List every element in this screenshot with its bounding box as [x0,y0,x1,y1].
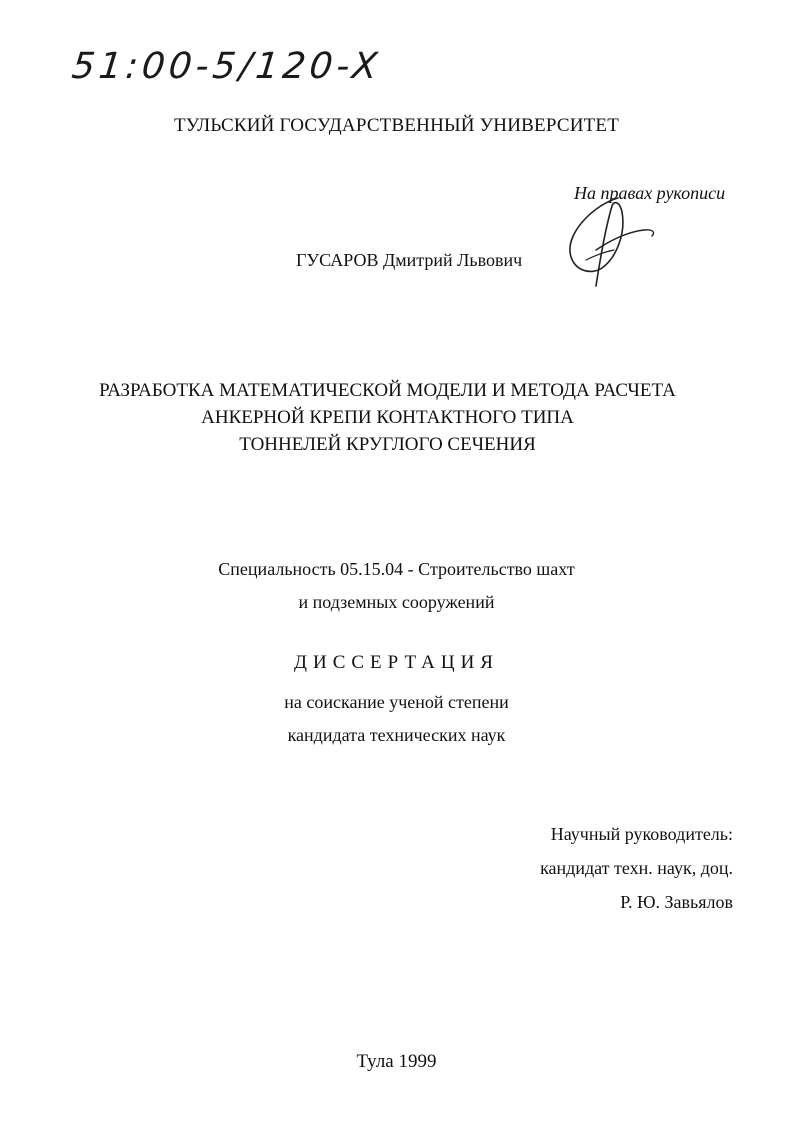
city-year: Тула 1999 [356,1051,437,1072]
title-line-2: АНКЕРНОЙ КРЕПИ КОНТАКТНОГО ТИПА [201,407,574,428]
dissertation-title [0,377,793,458]
advisor-label: Научный руководитель: [550,824,733,844]
manuscript-note: На правах рукописи [574,183,726,203]
specialty [0,553,793,619]
advisor [540,817,733,919]
specialty-line-1: Специальность 05.15.04 - Строительство шахт [218,559,575,579]
degree-line-2: кандидата технических наук [287,725,506,745]
specialty-line-2: и подземных сооружений [298,592,495,612]
degree-line-1: на соискание ученой степени [284,692,509,712]
advisor-name: Р. Ю. Завьялов [620,892,733,912]
document-type: ДИССЕРТАЦИЯ [294,652,499,673]
title-line-3: ТОННЕЛЕЙ КРУГЛОГО СЕЧЕНИЯ [239,434,536,455]
title-line-1: РАЗРАБОТКА МАТЕМАТИЧЕСКОЙ МОДЕЛИ И МЕТОДА РАСЧЕТА [99,380,676,401]
degree [0,686,793,752]
advisor-credentials: кандидат техн. наук, доц. [540,858,733,878]
signature-icon [556,190,666,290]
archive-code: 51:00-5/120-X [69,46,384,87]
university-name: ТУЛЬСКИЙ ГОСУДАРСТВЕННЫЙ УНИВЕРСИТЕТ [173,115,620,136]
author-name: ГУСАРОВ Дмитрий Львович [296,250,523,270]
